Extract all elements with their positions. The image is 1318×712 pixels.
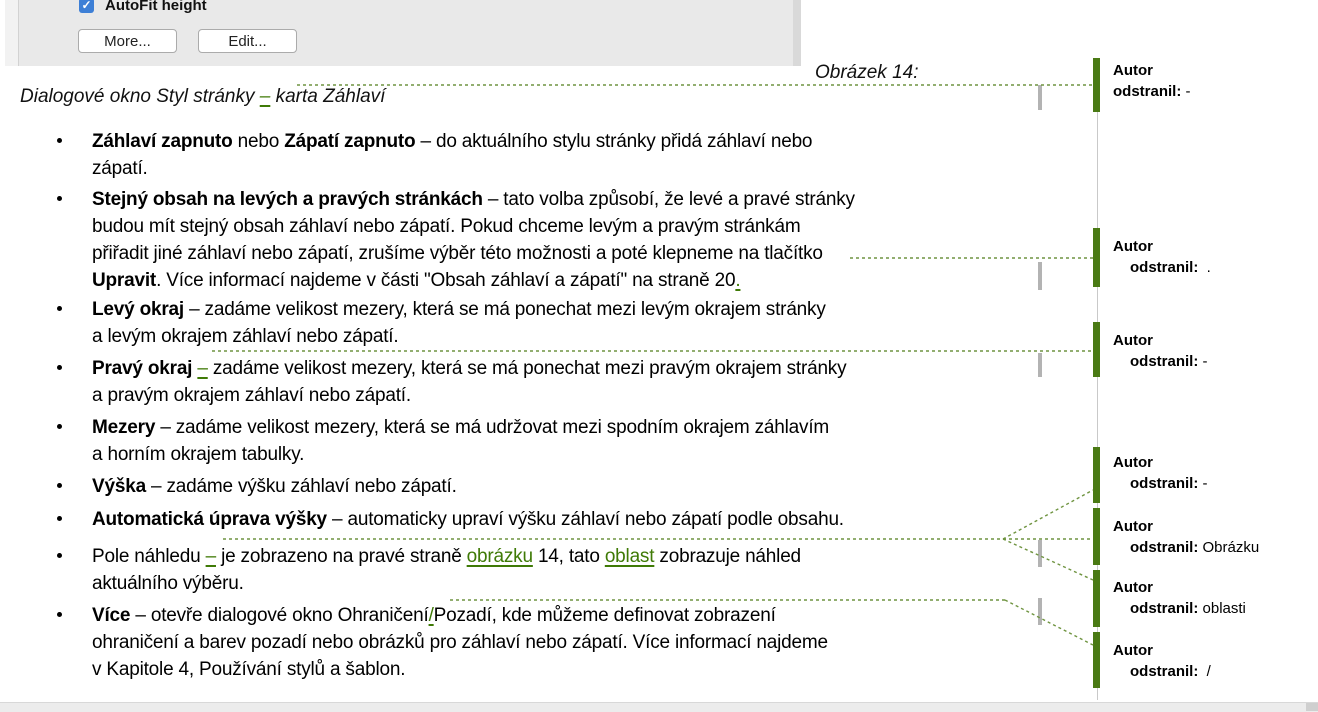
bullet-item xyxy=(55,602,1020,683)
change-author: Autor xyxy=(1113,579,1153,596)
text-segment: a horním okrajem tabulky. xyxy=(92,444,305,465)
text-segment: – otevře dialogové okno Ohraničení xyxy=(130,605,429,626)
text-segment: Automatická úprava výšky xyxy=(92,509,327,530)
tracked-change-text: obrázku xyxy=(466,546,533,567)
bullet-item xyxy=(55,355,1020,409)
text-segment: Zápatí zapnuto xyxy=(284,131,416,152)
bullet-item xyxy=(55,506,1020,533)
text-line xyxy=(92,543,1020,570)
autofit-height-label: AutoFit height xyxy=(105,0,207,14)
text-line xyxy=(92,414,1020,441)
bullet-dot xyxy=(57,306,62,311)
text-segment: Více xyxy=(92,605,131,626)
tracked-change-text: – xyxy=(205,546,216,567)
text-line xyxy=(92,296,1020,323)
text-line xyxy=(92,506,1020,533)
change-balloon[interactable] xyxy=(1113,236,1313,278)
text-line xyxy=(92,267,1020,294)
change-balloon[interactable] xyxy=(1113,60,1313,102)
change-bar-segment xyxy=(1093,447,1100,503)
text-segment: 14, tato xyxy=(532,546,605,567)
text-segment: zobrazuje náhled xyxy=(654,546,801,567)
figure-caption-text xyxy=(20,86,385,108)
dialog-right-strip xyxy=(793,0,801,66)
deleted-text-value: oblasti xyxy=(1202,600,1246,617)
text-segment: a levým okrajem záhlaví nebo zápatí. xyxy=(92,326,399,347)
text-segment: Záhlaví zapnuto xyxy=(92,131,233,152)
text-line xyxy=(92,128,1020,155)
deleted-text-value: - xyxy=(1202,475,1208,492)
text-line xyxy=(92,570,1020,597)
bullet-item xyxy=(55,296,1020,350)
text-segment: nebo xyxy=(232,131,285,152)
edit-button[interactable]: Edit... xyxy=(198,29,297,53)
deleted-text-value: Obrázku xyxy=(1202,539,1260,556)
text-segment: a pravým okrajem záhlaví nebo zápatí. xyxy=(92,385,411,406)
changed-line-bar xyxy=(1038,353,1042,377)
tracked-change-text: . xyxy=(735,270,741,291)
text-line xyxy=(92,656,1020,683)
change-author: Autor xyxy=(1113,518,1153,535)
changed-line-bar xyxy=(1038,540,1042,567)
deleted-text-value: - xyxy=(1202,353,1208,370)
bullet-dot xyxy=(57,516,62,521)
text-segment: Upravit xyxy=(92,270,157,291)
bullet-item xyxy=(55,128,1020,182)
text-segment: budou mít stejný obsah záhlaví nebo zápatí. Pokud chceme levým a pravým stránkám xyxy=(92,216,801,237)
bullet-dot xyxy=(57,612,62,617)
bullet-item xyxy=(55,414,1020,468)
change-author: Autor xyxy=(1113,62,1153,79)
text-segment: Výška xyxy=(92,476,146,497)
bullet-dot xyxy=(57,553,62,558)
tracked-change-text: / xyxy=(428,605,434,626)
tracked-change-text: – xyxy=(197,358,208,379)
text-segment: – zadáme velikost mezery, která se má ponechat mezi levým okrajem stránky xyxy=(184,299,826,320)
change-author: Autor xyxy=(1113,454,1153,471)
change-action: odstranil: oblasti xyxy=(1130,600,1246,617)
deleted-text-value: . xyxy=(1202,259,1211,276)
text-segment: – zadáme výšku záhlaví nebo zápatí. xyxy=(145,476,457,497)
text-line xyxy=(92,323,1020,350)
change-action: odstranil: - xyxy=(1113,83,1191,100)
text-line xyxy=(92,382,1020,409)
bullet-dot xyxy=(57,196,62,201)
text-segment: Dialogové okno Styl stránky xyxy=(20,86,260,107)
change-bar-segment xyxy=(1093,570,1100,627)
dialog-left-strip xyxy=(5,0,19,66)
change-action: odstranil: - xyxy=(1130,475,1208,492)
text-line xyxy=(92,355,1020,382)
text-segment: Pozadí, kde můžeme definovat zobrazení xyxy=(433,605,776,626)
change-bar-segment xyxy=(1093,508,1100,565)
text-line xyxy=(92,629,1020,656)
change-action: odstranil: Obrázku xyxy=(1130,539,1260,556)
text-segment: Pole náhledu xyxy=(92,546,206,567)
deleted-text-value: / xyxy=(1202,663,1211,680)
embedded-dialog-screenshot xyxy=(5,0,801,66)
bullet-dot xyxy=(57,424,62,429)
text-line xyxy=(92,602,1020,629)
bullet-item xyxy=(55,473,1020,500)
change-bar-segment xyxy=(1093,58,1100,112)
more-button[interactable]: More... xyxy=(78,29,177,53)
text-segment: zadáme velikost mezery, která se má ponechat mezi pravým okrajem stránky xyxy=(207,358,847,379)
text-line xyxy=(92,213,1020,240)
text-segment: . Více informací najdeme v části "Obsah záhlaví a zápatí" na straně 20 xyxy=(156,270,736,291)
text-segment: Stejný obsah na levých a pravých stránkách xyxy=(92,189,483,210)
text-segment: je zobrazeno na pravé straně xyxy=(215,546,467,567)
text-segment: v Kapitole 4, Používání stylů a šablon. xyxy=(92,659,406,680)
bullet-item xyxy=(55,186,1020,294)
figure-caption-number: Obrázek 14: xyxy=(815,62,919,83)
change-bar-segment xyxy=(1093,632,1100,688)
change-author: Autor xyxy=(1113,332,1153,349)
change-balloon[interactable] xyxy=(1113,330,1313,372)
change-balloon[interactable] xyxy=(1113,516,1313,558)
deleted-text-value: - xyxy=(1185,83,1191,100)
tracked-change-text: oblast xyxy=(604,546,655,567)
autofit-height-checkbox[interactable]: ✓ xyxy=(79,0,94,13)
text-segment: karta Záhlaví xyxy=(270,86,386,107)
bullet-item xyxy=(55,543,1020,597)
text-line xyxy=(92,240,1020,267)
bullet-dot xyxy=(57,365,62,370)
text-segment: přiřadit jiné záhlaví nebo zápatí, zrušíme výběr této možnosti a poté klepneme na tlačítko xyxy=(92,243,823,264)
changed-line-bar xyxy=(1038,262,1042,290)
change-action: odstranil: / xyxy=(1130,663,1211,680)
tracked-change-text: – xyxy=(259,86,271,107)
changed-line-bar xyxy=(1038,598,1042,625)
text-segment: – do aktuálního stylu stránky přidá záhlaví nebo xyxy=(415,131,813,152)
text-segment: Mezery xyxy=(92,417,156,438)
text-segment: – zadáme velikost mezery, která se má udržovat mezi spodním okrajem záhlavím xyxy=(155,417,830,438)
text-segment: zápatí. xyxy=(92,158,148,179)
text-segment: ohraničení a barev pozadí nebo obrázků pro záhlaví nebo zápatí. Více informací najdeme xyxy=(92,632,828,653)
text-segment: – automaticky upraví výšku záhlaví nebo zápatí podle obsahu. xyxy=(326,509,844,530)
text-segment: Pravý okraj xyxy=(92,358,193,379)
change-balloon[interactable] xyxy=(1113,577,1313,619)
scrollbar-corner xyxy=(1306,703,1318,711)
change-balloon[interactable] xyxy=(1113,640,1313,682)
bullet-dot xyxy=(57,483,62,488)
change-balloon[interactable] xyxy=(1113,452,1313,494)
text-line xyxy=(92,473,1020,500)
change-author: Autor xyxy=(1113,642,1153,659)
text-segment: Levý okraj xyxy=(92,299,184,320)
change-bar-segment xyxy=(1093,228,1100,287)
change-bar-segment xyxy=(1093,322,1100,377)
changed-line-bar xyxy=(1038,85,1042,110)
change-author: Autor xyxy=(1113,238,1153,255)
change-action: odstranil: - xyxy=(1130,353,1208,370)
text-segment: – tato volba způsobí, že levé a pravé stránky xyxy=(482,189,855,210)
text-segment: aktuálního výběru. xyxy=(92,573,244,594)
change-action: odstranil: . xyxy=(1130,259,1211,276)
text-line xyxy=(92,441,1020,468)
bullet-dot xyxy=(57,138,62,143)
text-line xyxy=(92,155,1020,182)
text-line xyxy=(92,186,1020,213)
